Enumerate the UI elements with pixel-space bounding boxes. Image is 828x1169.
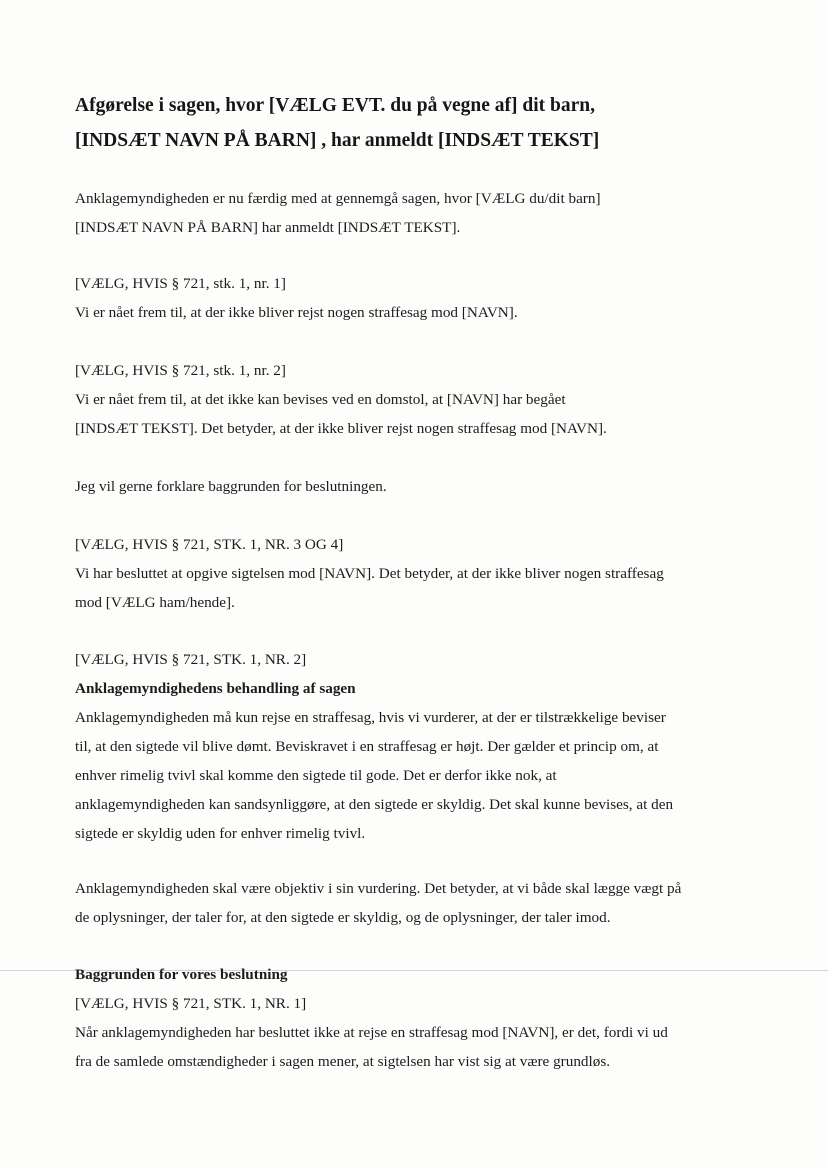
intro-line-2: [INDSÆT NAVN PÅ BARN] har anmeldt [INDSÆT TEKST]. [75,219,461,236]
background-line-1: Når anklagemyndigheden har besluttet ikke at rejse en straffesag mod [NAVN], er det, fordi vi ud [75,1024,668,1041]
section-heading-behandling: Anklagemyndighedens behandling af sagen [75,680,356,697]
objective-line-2: de oplysninger, der taler for, at den sigtede er skyldig, og de oplysninger, der taler imod. [75,909,611,926]
option-3-line-1: Vi har besluttet at opgive sigtelsen mod [NAVN]. Det betyder, at der ikke bliver nogen straffesag [75,565,664,582]
intro-paragraph [75,184,775,242]
title-line-1: Afgørelse i sagen, hvor [VÆLG EVT. du på vegne af] dit barn, [75,95,596,116]
option-4-section [75,645,775,848]
option-2-line-2: [INDSÆT TEKST]. Det betyder, at der ikke bliver rejst nogen straffesag mod [NAVN]. [75,420,607,437]
option-1-label: [VÆLG, HVIS § 721, stk. 1, nr. 1] [75,275,286,292]
document-title [75,88,775,158]
background-section [75,960,775,1076]
option-1-paragraph [75,269,775,327]
option-4-label: [VÆLG, HVIS § 721, STK. 1, NR. 2] [75,651,307,668]
explain-paragraph [75,472,775,501]
page-title [75,88,775,158]
title-line-2: [INDSÆT NAVN PÅ BARN] , har anmeldt [INDSÆT TEKST] [75,130,600,151]
objective-line-1: Anklagemyndigheden skal være objektiv i sin vurdering. Det betyder, at vi både skal lægge vægt på [75,880,682,897]
option-1-line-1: Vi er nået frem til, at der ikke bliver rejst nogen straffesag mod [NAVN]. [75,304,518,321]
section-heading-baggrund: Baggrunden for vores beslutning [75,966,288,983]
intro-line-1: Anklagemyndigheden er nu færdig med at gennemgå sagen, hvor [VÆLG du/dit barn] [75,190,601,207]
option-4-line-5: sigtede er skyldig uden for enhver rimelig tvivl. [75,825,366,842]
option-3-paragraph [75,530,775,617]
option-3-label: [VÆLG, HVIS § 721, STK. 1, NR. 3 OG 4] [75,536,344,553]
option-4-line-2: til, at den sigtede vil blive dømt. Beviskravet i en straffesag er højt. Der gælder et princip om, at [75,738,659,755]
background-label: [VÆLG, HVIS § 721, STK. 1, NR. 1] [75,995,307,1012]
option-3-line-2: mod [VÆLG ham/hende]. [75,594,235,611]
option-2-paragraph [75,356,775,443]
background-line-2: fra de samlede omstændigheder i sagen mener, at sigtelsen har vist sig at være grundløs. [75,1053,611,1070]
explain-line: Jeg vil gerne forklare baggrunden for beslutningen. [75,478,387,495]
option-4-line-4: anklagemyndigheden kan sandsynliggøre, at den sigtede er skyldig. Det skal kunne bevises, at den [75,796,674,813]
option-4-line-1: Anklagemyndigheden må kun rejse en straffesag, hvis vi vurderer, at der er tilstrækkelige beviser [75,709,666,726]
objective-paragraph [75,874,775,932]
option-2-label: [VÆLG, HVIS § 721, stk. 1, nr. 2] [75,362,286,379]
option-4-line-3: enhver rimelig tvivl skal komme den sigtede til gode. Det er derfor ikke nok, at [75,767,557,784]
option-2-line-1: Vi er nået frem til, at det ikke kan bevises ved en domstol, at [NAVN] har begået [75,391,566,408]
